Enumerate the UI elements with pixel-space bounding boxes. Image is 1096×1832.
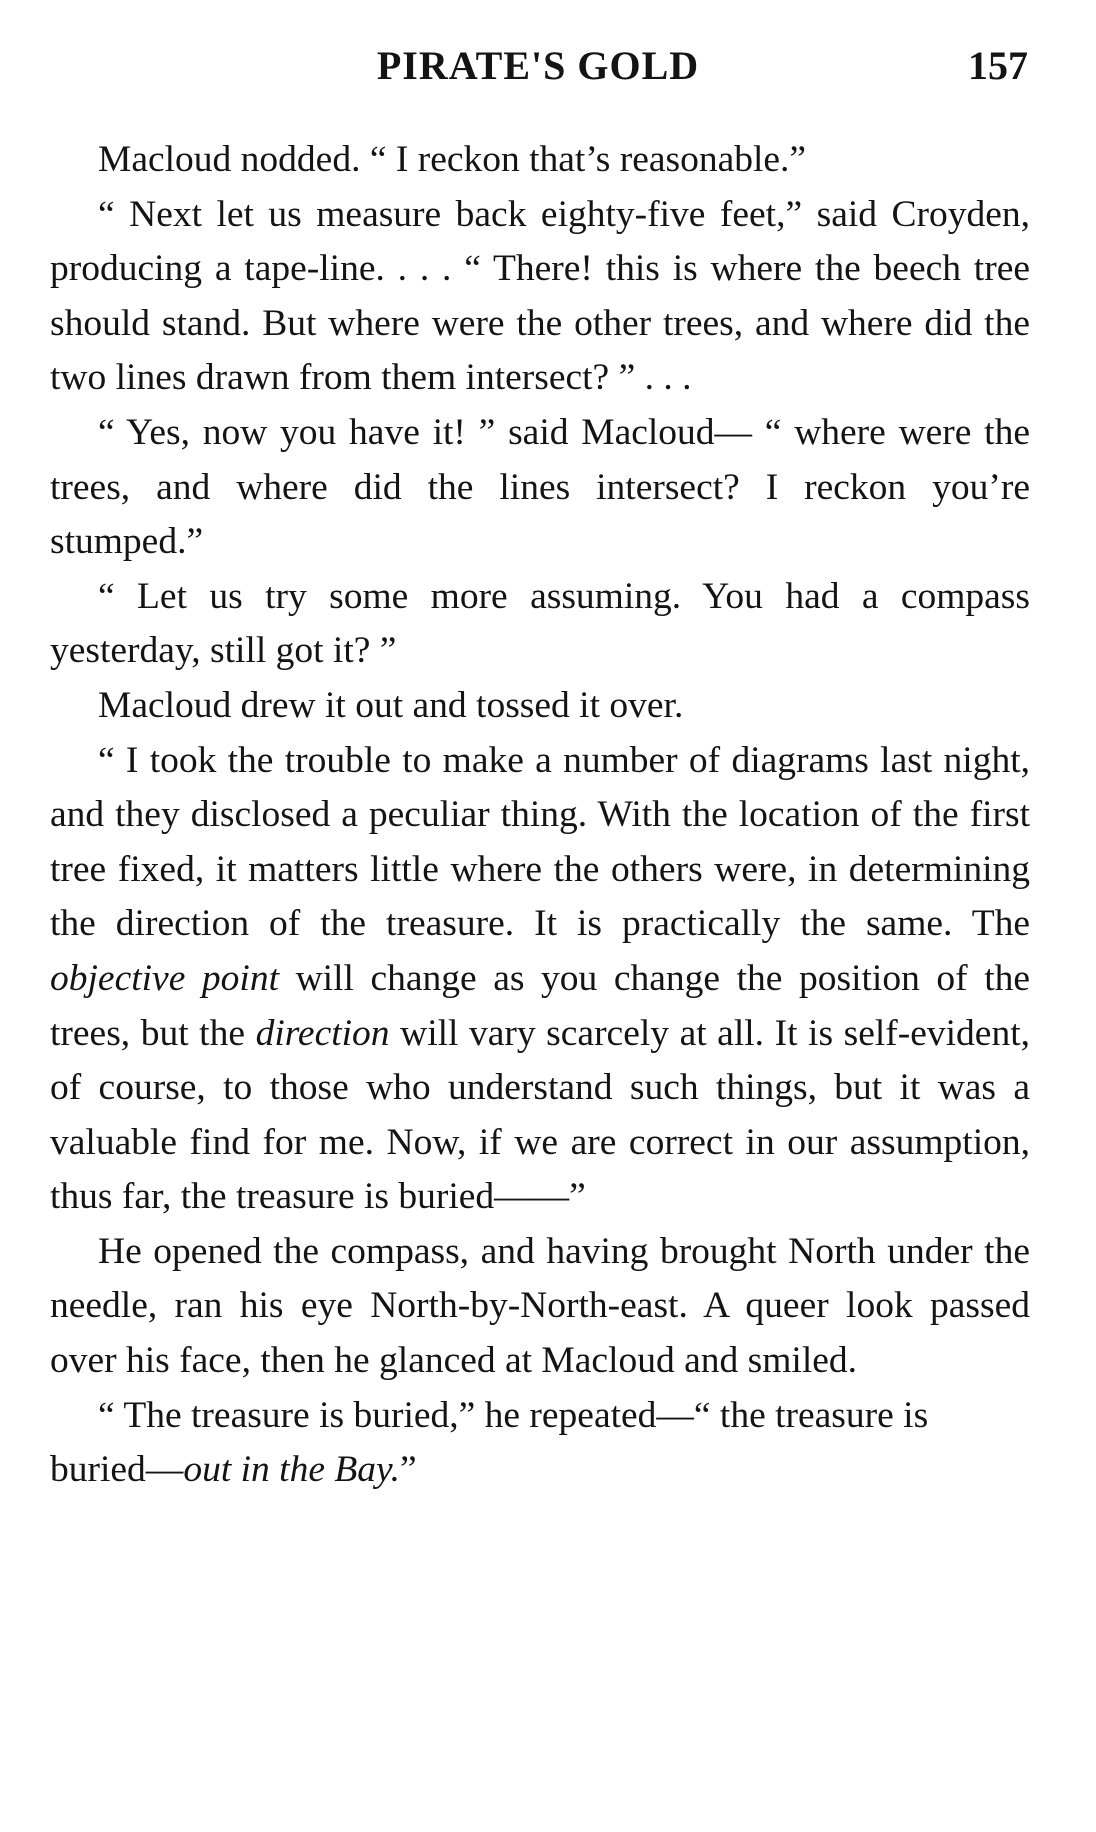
- text-run: Macloud nodded. “ I reckon that’s reasonable.”: [98, 139, 807, 180]
- italic-text-run: out in the Bay.: [183, 1449, 400, 1491]
- paragraph: [50, 1389, 1030, 1498]
- text-run: “ Let us try some more assuming. You had a compass yesterday, still got it? ”: [50, 575, 1030, 672]
- paragraph: [50, 570, 1030, 679]
- text-run: will change as you change the position of the trees, but the: [50, 957, 1031, 1054]
- paragraph: [50, 188, 1030, 406]
- text-run: “ Yes, now you have it! ” said Macloud— “ where were the trees, and where did the lines intersect? I reckon you’re stumped.”: [50, 411, 1030, 563]
- running-head: [48, 38, 1028, 94]
- italic-text-run: direction: [255, 1012, 390, 1054]
- paragraph: [50, 679, 1030, 734]
- paragraph: [50, 734, 1030, 1225]
- text-run: will vary scarcely at all. It is self-evident, of course, to those who understand such things, but it was a valuable find for me. Now, if we are correct in our assumption, thus far, the treasure is buried——”: [50, 1012, 1030, 1218]
- text-run: “ I took the trouble to make a number of diagrams last night, and they disclosed a peculiar thing. With the location of the first tree fixed, it matters little where the others were, in determining the direction of the treasure. It is practically the same. The: [50, 739, 1030, 945]
- running-title: PIRATE'S GOLD: [376, 43, 700, 88]
- paragraph: [50, 406, 1030, 570]
- text-run: ”: [399, 1449, 417, 1491]
- text-run: “ The treasure is buried,” he repeated—“ the treasure is buried—: [50, 1394, 929, 1491]
- text-run: Macloud drew it out and tossed it over.: [98, 684, 684, 726]
- page-number: 157: [968, 43, 1028, 88]
- italic-text-run: objective point: [50, 957, 279, 999]
- paragraph: [50, 133, 1030, 188]
- text-run: “ Next let us measure back eighty-five feet,” said Croyden, producing a tape-line. . . . “ There! this is where the beech tree should stand. But where were the other trees, and where did the two lines drawn from them intersect? ” . . .: [50, 193, 1030, 399]
- paragraph: [50, 1225, 1030, 1389]
- text-run: He opened the compass, and having brought North under the needle, ran his eye North-by-North-east. A queer look passed over his face, then he glanced at Macloud and smiled.: [50, 1230, 1030, 1382]
- body-text: [50, 133, 1030, 1498]
